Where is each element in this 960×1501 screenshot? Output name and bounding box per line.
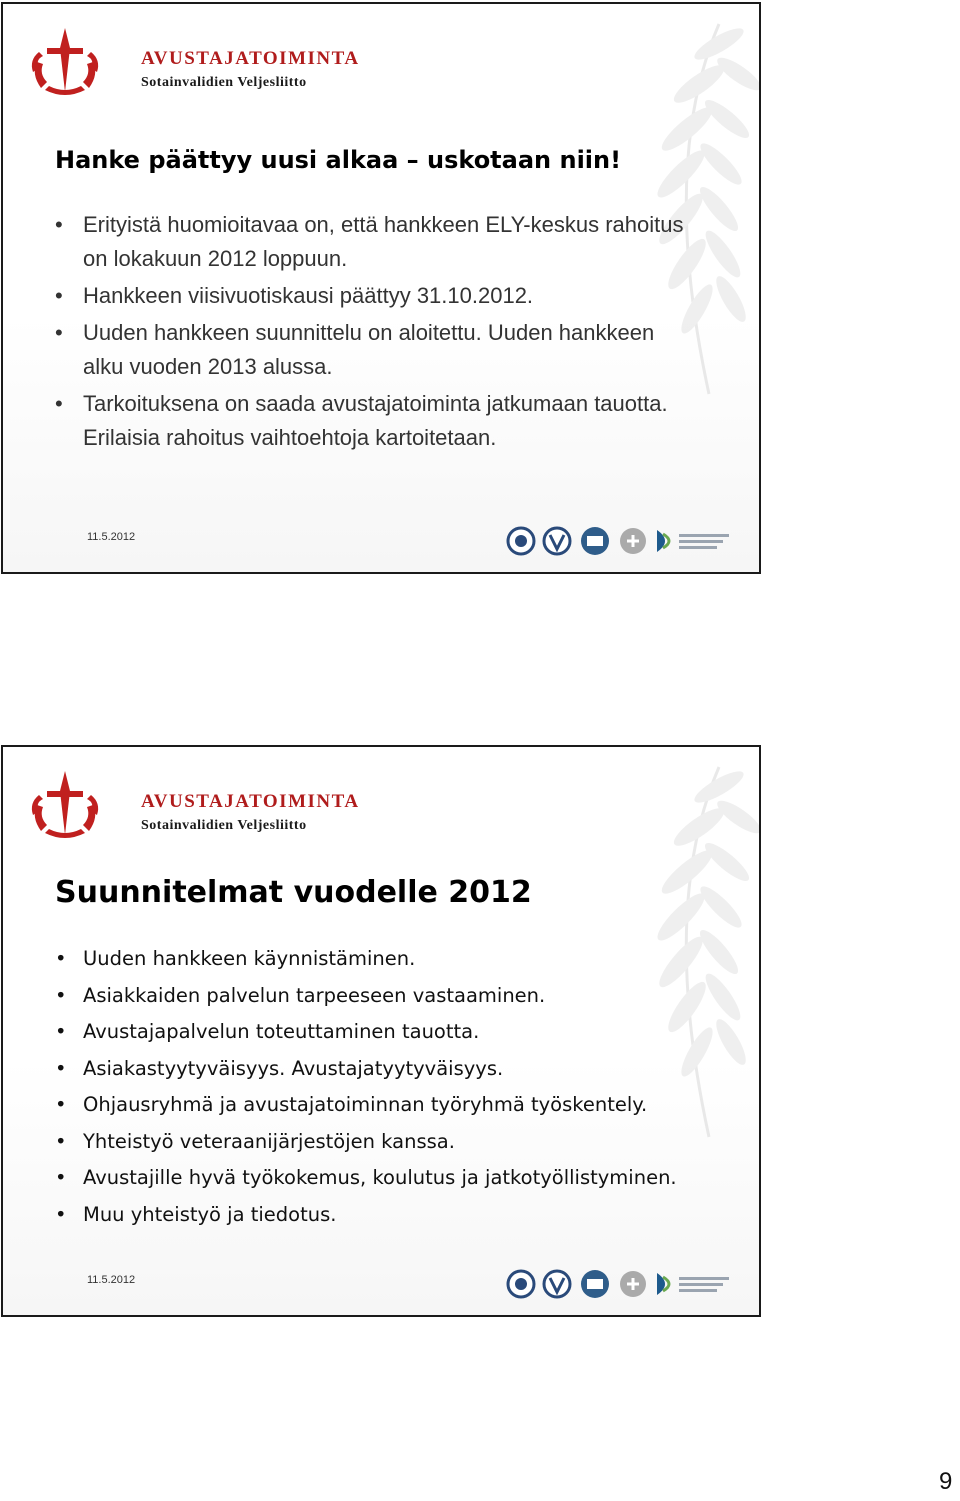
bullet-item: • Asiakkaiden palvelun tarpeeseen vastaaminen. <box>55 978 745 1015</box>
bullet-item: • Avustajille hyvä työkokemus, koulutus ja jatkotyöllistyminen. <box>55 1160 745 1197</box>
bullet-item: • Uuden hankkeen suunnittelu on aloitettu. Uuden hankkeen alku vuoden 2013 alussa. <box>55 316 695 384</box>
emblem-icon <box>25 765 105 845</box>
partner-logos <box>505 522 735 560</box>
logo-title: AVUSTAJATOIMINTA <box>141 48 360 69</box>
header-logo <box>25 22 360 102</box>
logo-subtitle: Sotainvalidien Veljesliitto <box>141 75 307 90</box>
bullet-item: • Muu yhteistyö ja tiedotus. <box>55 1197 745 1234</box>
slide-date: 11.5.2012 <box>87 1274 136 1286</box>
bullet-item: • Avustajapalvelun toteuttaminen tauotta. <box>55 1014 745 1051</box>
bullet-item: • Ohjausryhmä ja avustajatoiminnan työryhmä työskentely. <box>55 1087 745 1124</box>
slide-title: Suunnitelmat vuodelle 2012 <box>55 875 532 910</box>
partner-logos <box>505 1265 735 1303</box>
bullet-item: • Tarkoituksena on saada avustajatoiminta jatkumaan tauotta. Erilaisia rahoitus vaihtoehtoja kartoitetaan. <box>55 387 695 455</box>
bullet-list <box>55 208 695 458</box>
slide-2 <box>1 745 761 1317</box>
bullet-item: • Uuden hankkeen käynnistäminen. <box>55 941 745 978</box>
bullet-item: • Asiakastyytyväisyys. Avustajatyytyväisyys. <box>55 1051 745 1088</box>
bullet-list <box>55 941 745 1233</box>
bullet-item: • Erityistä huomioitavaa on, että hankkeen ELY-keskus rahoitus on lokakuun 2012 loppuun. <box>55 208 695 276</box>
logo-subtitle: Sotainvalidien Veljesliitto <box>141 818 307 833</box>
emblem-icon <box>25 22 105 102</box>
slide-date: 11.5.2012 <box>87 531 136 543</box>
logo-title: AVUSTAJATOIMINTA <box>141 791 360 812</box>
bullet-item: • Hankkeen viisivuotiskausi päättyy 31.10.2012. <box>55 279 695 313</box>
header-logo <box>25 765 360 845</box>
page-number: 9 <box>939 1468 953 1495</box>
slide-title: Hanke päättyy uusi alkaa – uskotaan niin! <box>55 146 622 174</box>
slide-1 <box>1 2 761 574</box>
bullet-item: • Yhteistyö veteraanijärjestöjen kanssa. <box>55 1124 745 1161</box>
